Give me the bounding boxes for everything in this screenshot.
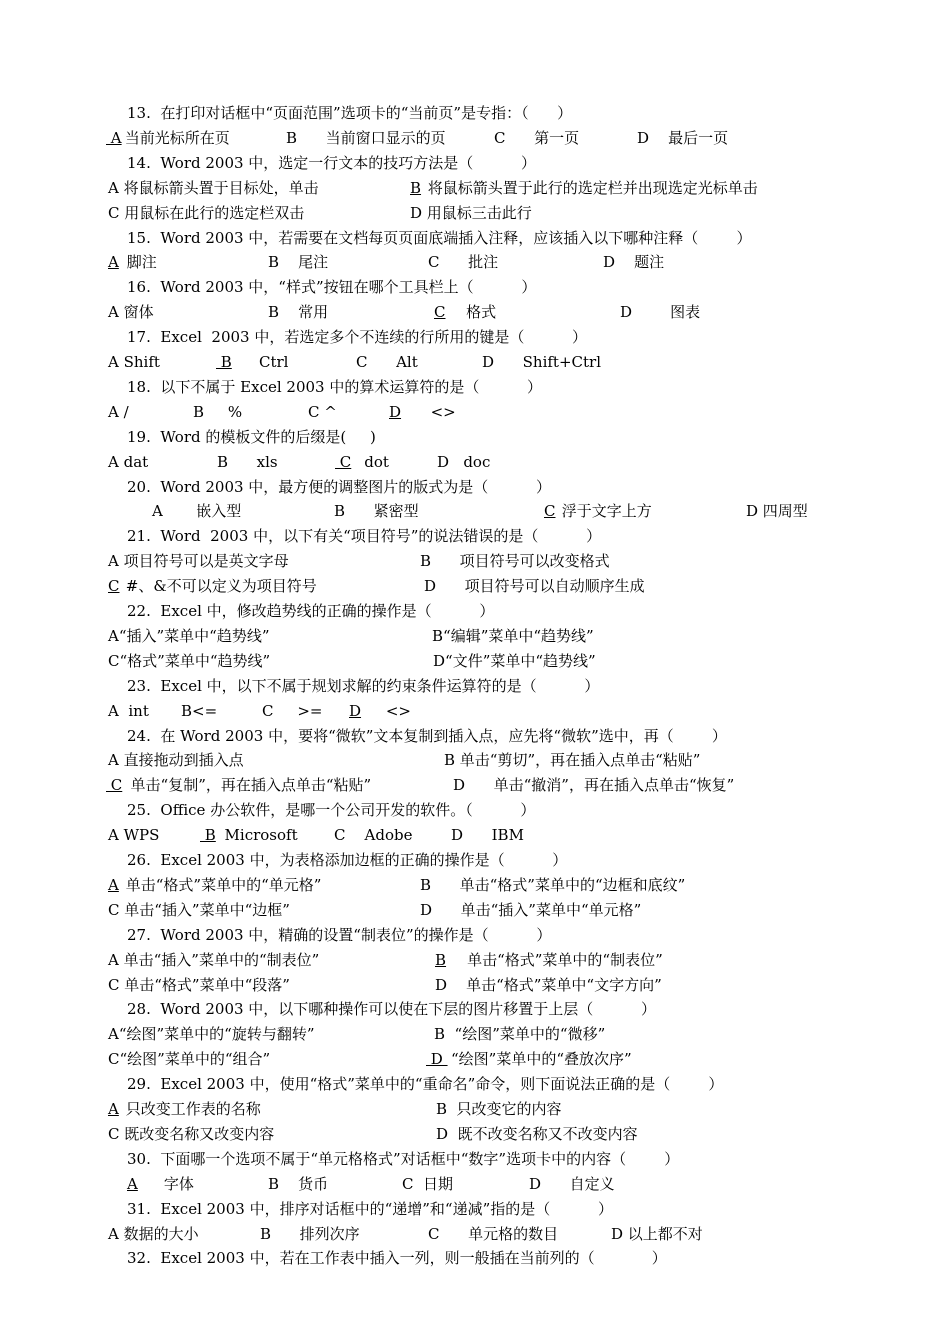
question-line (0, 426, 950, 448)
question-text: 26. Excel 2003 中，为表格添加边框的正确的操作是（ ） (127, 851, 568, 869)
option-text: 单击“格式”菜单中的“单元格” (121, 875, 322, 894)
option-text: C 单击“格式”菜单中“段落” (108, 975, 290, 994)
question-text: 22. Excel 中，修改趋势线的正确的操作是（ ） (127, 602, 495, 620)
option-text: B 排列次序 (260, 1224, 360, 1243)
option-text: 字体 (140, 1174, 194, 1193)
option-line (0, 1048, 950, 1070)
question-line (0, 1148, 950, 1170)
option-text: D doc (437, 452, 491, 471)
answer-letter: B (216, 353, 232, 371)
option-line (0, 177, 950, 199)
option-text: D 以上都不对 (611, 1224, 703, 1243)
question-line (0, 1073, 950, 1095)
option-text: D 自定义 (529, 1174, 615, 1193)
option-text: <> (402, 402, 456, 421)
question-line (0, 1198, 950, 1220)
option-text: 脚注 (122, 253, 157, 272)
option-text: B % (193, 402, 243, 421)
option-text: A 直接拖动到插入点 (108, 751, 244, 770)
question-line (0, 326, 950, 348)
question-text: 14. Word 2003 中，选定一行文本的技巧方法是（ ） (127, 153, 536, 172)
question-text: 24. 在 Word 2003 中，要将“微软”文本复制到插入点，应先将“微软”选中，再（ ） (127, 726, 727, 745)
option-text: D IBM (451, 826, 524, 845)
question-text: 21. Word 2003 中，以下有关“项目符号”的说法错误的是（ ） (127, 527, 602, 546)
option-text: A 嵌入型 (152, 502, 242, 521)
question-line (0, 675, 950, 697)
option-text: D 题注 (603, 253, 665, 272)
option-text: <> (362, 701, 411, 720)
option-text: D 四周型 (746, 502, 808, 521)
option-text: A“绘图”菜单中的“旋转与翻转” (108, 1025, 315, 1044)
option-text: “绘图”菜单中的“叠放次序” (451, 1050, 632, 1069)
option-line (0, 127, 950, 149)
option-text: A 将鼠标箭头置于目标处，单击 (108, 178, 319, 197)
option-text: D 既不改变名称又不改变内容 (436, 1124, 638, 1143)
answer-letter: D (349, 701, 362, 720)
question-line (0, 799, 950, 821)
answer-letter: C (335, 452, 352, 471)
option-text: A 窗体 (108, 303, 154, 322)
option-text: D 用鼠标三击此行 (410, 203, 532, 222)
option-line (0, 625, 950, 647)
option-text: A dat (108, 452, 149, 471)
option-line (0, 974, 950, 996)
option-text: A int (108, 701, 149, 720)
option-line (0, 401, 950, 423)
option-text: C ^ (308, 402, 337, 421)
option-text: B 项目符号可以改变格式 (420, 552, 610, 571)
option-text: B 常用 (268, 303, 329, 322)
question-line (0, 376, 950, 398)
option-text: B 只改变它的内容 (436, 1100, 562, 1118)
option-line (0, 749, 950, 771)
option-text: 当前光标所在页 (120, 128, 230, 147)
option-text: D 单击“撤消”，再在插入点单击“恢复” (453, 776, 735, 795)
answer-letter: A (108, 253, 119, 272)
option-text: C 用鼠标在此行的选定栏双击 (108, 203, 305, 222)
question-line (0, 849, 950, 871)
question-text: 20. Word 2003 中，最方便的调整图片的版式为是（ ） (127, 477, 551, 496)
option-line (0, 824, 950, 846)
answer-letter: A (106, 128, 122, 147)
option-text: D“文件”菜单中“趋势线” (433, 651, 596, 670)
question-line (0, 276, 950, 298)
answer-letter: D (389, 402, 402, 421)
option-text: 格式 (447, 303, 497, 322)
option-text: B 单击“格式”菜单中的“边框和底纹” (420, 875, 686, 894)
question-text: 15. Word 2003 中，若需要在文档每页页面底端插入注释，应该插入以下哪种注释（ ） (127, 228, 752, 247)
question-text: 31. Excel 2003 中，排序对话框中的“递增”和“递减”指的是（ ） (127, 1199, 613, 1218)
option-text: A WPS (108, 826, 160, 845)
question-text: 16. Word 2003 中，“样式”按钮在哪个工具栏上（ ） (127, 278, 537, 297)
option-text: C 批注 (428, 253, 499, 272)
answer-letter: C (106, 776, 123, 795)
option-line (0, 1173, 950, 1195)
option-text: C Alt (356, 353, 418, 371)
option-line (0, 1023, 950, 1045)
option-text: A 单击“插入”菜单中的“制表位” (108, 950, 320, 969)
option-text: A 数据的大小 (108, 1224, 199, 1243)
option-line (0, 1123, 950, 1145)
option-line (0, 899, 950, 921)
option-line (0, 451, 950, 473)
question-text: 29. Excel 2003 中，使用“格式”菜单中的“重命名”命令，则下面说法正确的是（ ） (127, 1075, 724, 1094)
option-text: 只改变工作表的名称 (121, 1100, 261, 1118)
option-line (0, 351, 950, 373)
option-line (0, 774, 950, 796)
option-text: C“绘图”菜单中的“组合” (108, 1050, 271, 1069)
option-text: C 单元格的数目 (428, 1224, 559, 1243)
option-text: A 项目符号可以是英文字母 (108, 552, 289, 571)
question-text: 32. Excel 2003 中，若在工作表中插入一列，则一般插在当前列的（ ） (127, 1249, 667, 1268)
question-text: 25. Office 办公软件，是哪一个公司开发的软件。（ ） (127, 801, 536, 820)
question-line (0, 476, 950, 498)
question-text: 19. Word 的模板文件的后缀是( ) (127, 427, 376, 446)
option-text: Microsoft (215, 826, 298, 845)
option-text: B<= (181, 701, 218, 720)
option-text: B 尾注 (268, 253, 329, 272)
option-text: B 当前窗口显示的页 (286, 128, 446, 147)
option-text: #、&不可以定义为项目符号 (121, 577, 317, 596)
option-line (0, 575, 950, 597)
question-text: 30. 下面哪一个选项不属于“单元格格式”对话框中“数字”选项卡中的内容（ ） (127, 1149, 680, 1168)
question-line (0, 1247, 950, 1269)
question-line (0, 227, 950, 249)
answer-letter: B (435, 950, 447, 969)
option-line (0, 949, 950, 971)
question-line (0, 998, 950, 1020)
option-text: D Shift+Ctrl (482, 353, 601, 371)
option-text: B “绘图”菜单中的“微移” (434, 1025, 606, 1044)
option-line (0, 650, 950, 672)
question-text: 18. 以下不属于 Excel 2003 中的算术运算符的是（ ） (127, 377, 543, 396)
option-text: C Adobe (334, 826, 413, 845)
answer-letter: A (108, 1100, 119, 1118)
option-text: C 日期 (402, 1174, 454, 1193)
answer-letter: C (108, 577, 120, 596)
option-text: C 第一页 (494, 128, 580, 147)
question-line (0, 600, 950, 622)
question-text: 17. Excel 2003 中，若选定多个不连续的行所用的键是（ ） (127, 328, 588, 347)
option-text: C 既改变名称又改变内容 (108, 1124, 275, 1143)
answer-letter: D (426, 1050, 448, 1069)
option-text: A Shift (108, 353, 160, 371)
question-line (0, 102, 950, 124)
option-text: 单击“格式”菜单中的“制表位” (448, 950, 663, 969)
answer-letter: B (410, 178, 422, 197)
answer-letter: A (127, 1174, 138, 1193)
option-text: B 紧密型 (334, 502, 419, 521)
question-line (0, 725, 950, 747)
answer-letter: C (544, 502, 556, 521)
question-text: 23. Excel 中，以下不属于规划求解的约束条件运算符的是（ ） (127, 676, 600, 695)
option-line (0, 1098, 950, 1120)
option-text: dot (350, 452, 389, 471)
option-text: D 图表 (620, 303, 701, 322)
option-line (0, 1223, 950, 1245)
answer-letter: C (434, 303, 446, 322)
option-line (0, 700, 950, 722)
option-text: D 最后一页 (637, 128, 729, 147)
question-text: 28. Word 2003 中，以下哪种操作可以使在下层的图片移置于上层（ ） (127, 1000, 656, 1019)
option-text: D 单击“插入”菜单中“单元格” (420, 900, 642, 919)
option-text: C“格式”菜单中“趋势线” (108, 651, 271, 670)
option-text: B 货币 (268, 1174, 329, 1193)
option-text: C >= (262, 701, 323, 720)
option-text: D 单击“格式”菜单中“文字方向” (435, 975, 662, 994)
option-line (0, 500, 950, 522)
question-text: 13. 在打印对话框中“页面范围”选项卡的“当前页”是专指：（ ） (127, 104, 573, 122)
answer-letter: A (108, 875, 119, 894)
option-text: 单击“复制”，再在插入点单击“粘贴” (121, 776, 372, 795)
option-text: 将鼠标箭头置于此行的选定栏并出现选定光标单击 (423, 178, 758, 197)
option-text: C 单击“插入”菜单中“边框” (108, 900, 290, 919)
option-text: B 单击“剪切”，再在插入点单击“粘贴” (444, 751, 701, 770)
option-line (0, 202, 950, 224)
question-text: 27. Word 2003 中，精确的设置“制表位”的操作是（ ） (127, 925, 552, 944)
option-text: D 项目符号可以自动顺序生成 (424, 577, 645, 596)
option-text: B“编辑”菜单中“趋势线” (432, 626, 594, 645)
option-line (0, 874, 950, 896)
answer-letter: B (200, 826, 216, 845)
question-line (0, 924, 950, 946)
option-line (0, 251, 950, 273)
option-line (0, 301, 950, 323)
option-text: A / (108, 402, 129, 421)
option-text: Ctrl (259, 353, 289, 371)
option-text: A“插入”菜单中“趋势线” (108, 626, 270, 645)
option-text: B xls (217, 452, 278, 471)
option-text: 浮于文字上方 (557, 502, 652, 521)
question-line (0, 525, 950, 547)
question-line (0, 152, 950, 174)
option-line (0, 550, 950, 572)
